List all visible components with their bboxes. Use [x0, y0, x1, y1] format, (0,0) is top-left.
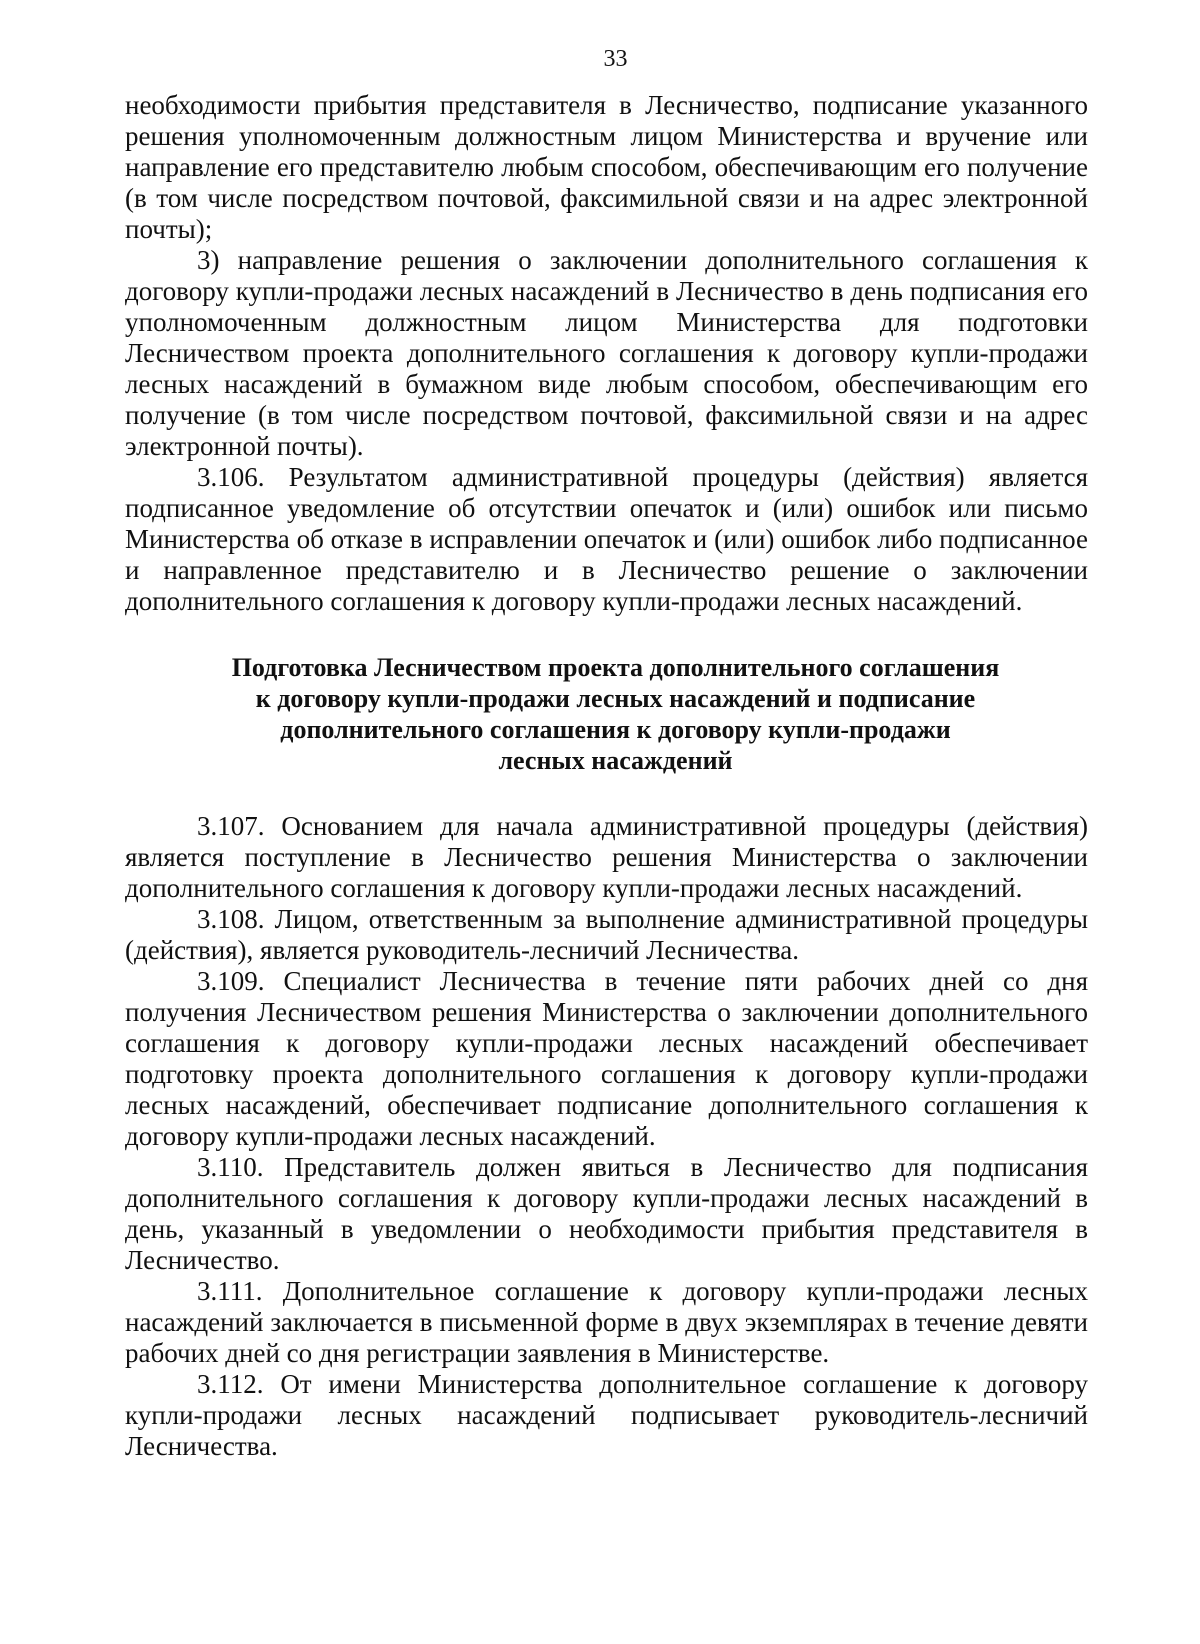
page-number: 33	[603, 46, 628, 72]
document-body	[125, 90, 1088, 1462]
paragraph-item-3: 3) направление решения о заключении дополнительного соглашения к договору купли-продажи лесных насаждений в Лесничество в день подписания его уполномоченным должностным лицом Министерства для подготовки Лесничеством проекта дополнительного соглашения к договору купли-продажи лесных насаждений в бумажном виде любым способом, обеспечивающим его получение (в том числе посредством почтовой, факсимильной связи и на адрес электронной почты).	[125, 245, 1088, 461]
heading-line: к договору купли-продажи лесных насаждений и подписание	[255, 684, 976, 713]
paragraph-3-110: 3.110. Представитель должен явиться в Лесничество для подписания дополнительного соглашения к договору купли-продажи лесных насаждений в день, указанный в уведомлении о необходимости прибытия представителя в Лесничество.	[125, 1152, 1088, 1275]
heading-line: дополнительного соглашения к договору купли-продажи	[280, 715, 951, 744]
paragraph-3-109: 3.109. Специалист Лесничества в течение пяти рабочих дней со дня получения Лесничеством решения Министерства о заключении дополнительного соглашения к договору купли-продажи лесных насаждений обеспечивает подготовку проекта дополнительного соглашения к договору купли-продажи лесных насаждений, обеспечивает подписание дополнительного соглашения к договору купли-продажи лесных насаждений.	[125, 966, 1088, 1151]
paragraph-3-107: 3.107. Основанием для начала административной процедуры (действия) является поступление в Лесничество решения Министерства о заключении дополнительного соглашения к договору купли-продажи лесных насаждений.	[125, 811, 1088, 903]
section-heading	[125, 652, 1088, 776]
paragraph-continuation: необходимости прибытия представителя в Лесничество, подписание указанного решения уполномоченным должностным лицом Министерства и вручение или направление его представителю любым способом, обеспечивающим его получение (в том числе посредством почтовой, факсимильной связи и на адрес электронной почты);	[125, 90, 1088, 244]
heading-line: лесных насаждений	[498, 746, 733, 775]
paragraph-3-106: 3.106. Результатом административной процедуры (действия) является подписанное уведомление об отсутствии опечаток и (или) ошибок или письмо Министерства об отказе в исправлении опечаток и (или) ошибок либо подписанное и направленное представителю и в Лесничество решение о заключении дополнительного соглашения к договору купли-продажи лесных насаждений.	[125, 462, 1088, 616]
paragraph-3-112: 3.112. От имени Министерства дополнительное соглашение к договору купли-продажи лесных насаждений подписывает руководитель-лесничий Лесничества.	[125, 1369, 1088, 1461]
heading-line: Подготовка Лесничеством проекта дополнительного соглашения	[231, 653, 1000, 682]
paragraph-3-108: 3.108. Лицом, ответственным за выполнение административной процедуры (действия), является руководитель-лесничий Лесничества.	[125, 904, 1088, 965]
paragraph-3-111: 3.111. Дополнительное соглашение к договору купли-продажи лесных насаждений заключается в письменной форме в двух экземплярах в течение девяти рабочих дней со дня регистрации заявления в Министерстве.	[125, 1276, 1088, 1368]
